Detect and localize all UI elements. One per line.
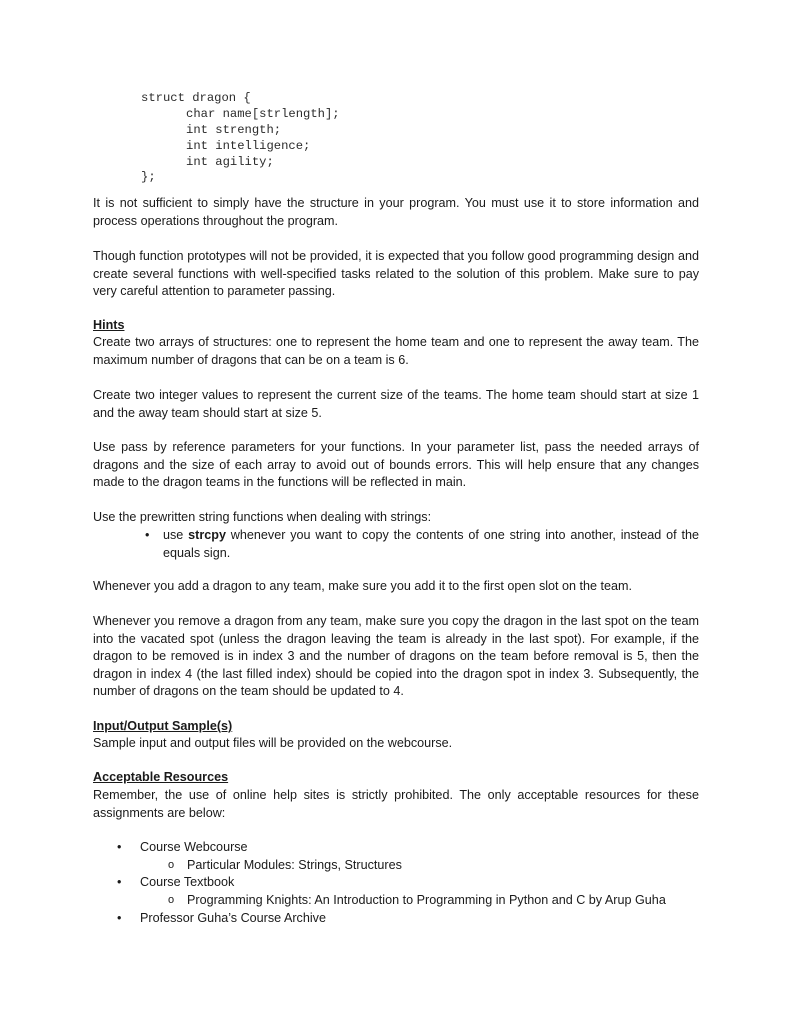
code-line: int strength; [186,123,282,137]
bullet-icon: • [145,528,150,542]
paragraph-text: Create two arrays of structures: one to represent the home team and one to represent the away team. The maximum number of dragons that can be on a team is 6. [93,335,699,367]
hints-add-dragon-paragraph [93,578,699,596]
paragraph-text: Use the prewritten string functions when dealing with strings: [93,510,432,524]
hints-pass-by-reference-paragraph [93,439,699,492]
resources-paragraph [93,787,699,822]
paragraph-text: It is not sufficient to simply have the structure in your program. You must use it to store information and process operations throughout the program. [93,196,699,228]
sub-bullet-icon: o [168,894,175,906]
bullet-icon: • [117,840,122,854]
function-design-paragraph [93,248,699,301]
paragraph-text: Sample input and output files will be provided on the webcourse. [93,736,453,750]
code-line: struct dragon { [141,91,251,105]
bullet-icon: • [117,875,122,889]
resource-item-webcourse: Course Webcourse [140,840,248,854]
paragraph-text [163,527,699,562]
paragraph-text: Whenever you remove a dragon from any team, make sure you copy the dragon in the last spot on the team into the vacated spot (unless the dragon leaving the team is already in the last spot). For example, if the dragon to be removed is in index 3 and the number of dragons on the team before removal is 5, then the dragon in index 4 (the last filled index) should be copied into the dragon spot in index 3. Subsequently, the number of dragons on the team should be updated to 4. [93,614,699,699]
io-samples-heading: Input/Output Sample(s) [93,719,233,733]
paragraph-text: Whenever you add a dragon to any team, make sure you add it to the first open slot on the team. [93,579,633,593]
code-line: int agility; [186,155,274,169]
code-line: }; [141,170,156,184]
paragraph-text: Remember, the use of online help sites is strictly prohibited. The only acceptable resources for these assignments are below: [93,788,699,820]
structure-usage-paragraph [93,195,699,230]
hints-heading: Hints [93,318,125,332]
resource-item-textbook: Course Textbook [140,875,235,889]
bullet-icon: • [117,911,122,925]
hints-remove-dragon-paragraph [93,613,699,701]
bullet-suffix: whenever you want to copy the contents of one string into another, instead of the equals sign. [163,528,699,560]
hints-sizes-paragraph [93,387,699,422]
sub-bullet-icon: o [168,859,175,871]
resources-heading: Acceptable Resources [93,770,229,784]
hints-arrays-paragraph [93,334,699,369]
strcpy-keyword: strcpy [188,528,226,542]
io-samples-paragraph [93,735,699,753]
resource-item-archive: Professor Guha’s Course Archive [140,911,326,925]
strcpy-bullet-item [163,527,699,562]
paragraph-text: Use pass by reference parameters for your functions. In your parameter list, pass the needed arrays of dragons and the size of each array to avoid out of bounds errors. This will help ensure that any changes made to the dragon teams in the functions will be reflected in main. [93,440,699,490]
code-line: char name[strlength]; [186,107,340,121]
resource-subitem-modules: Particular Modules: Strings, Structures [187,858,402,872]
paragraph-text: Create two integer values to represent the current size of the teams. The home team should start at size 1 and the away team should start at size 5. [93,388,699,420]
hints-string-functions-paragraph [93,509,699,527]
resource-subitem-textbook-title: Programming Knights: An Introduction to Programming in Python and C by Arup Guha [187,893,666,907]
code-line: int intelligence; [186,139,311,153]
paragraph-text: Though function prototypes will not be provided, it is expected that you follow good programming design and create several functions with well-specified tasks related to the solution of this problem. Make sure to pay very careful attention to parameter passing. [93,249,699,299]
bullet-prefix: use [163,528,189,542]
